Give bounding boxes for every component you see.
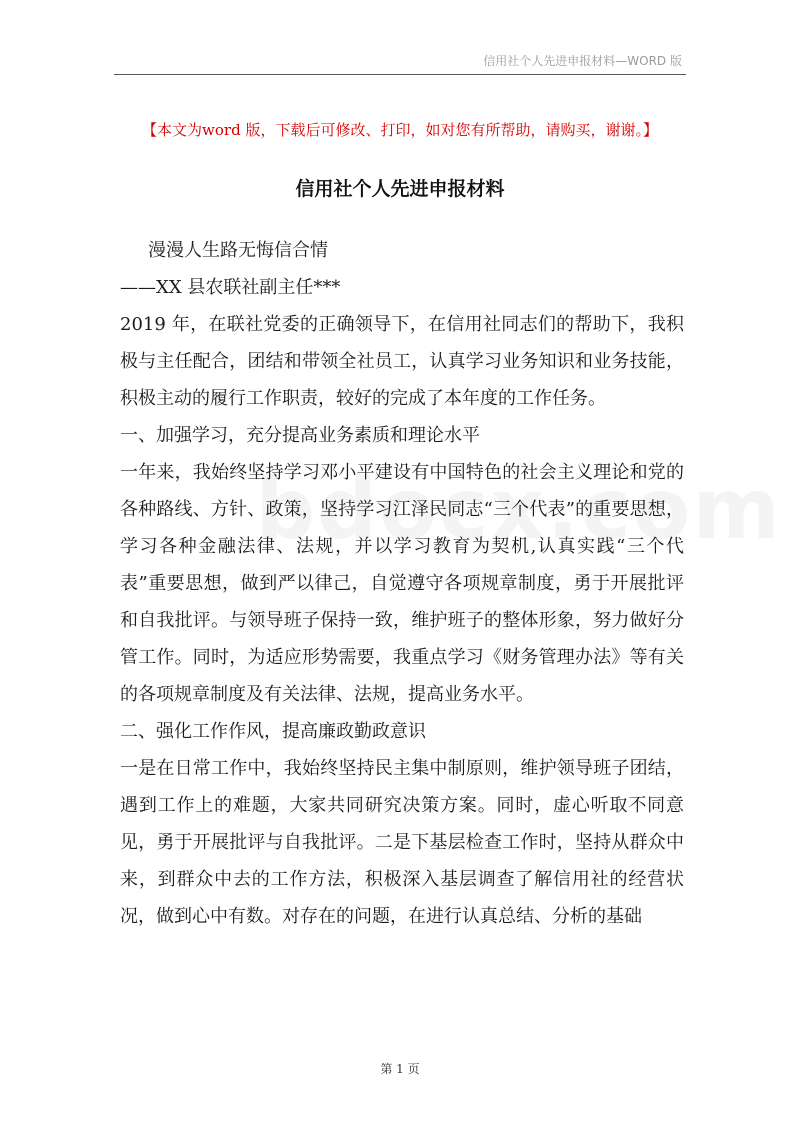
header-rule bbox=[114, 74, 686, 75]
subtitle: 漫漫人生路无悔信合情 bbox=[148, 240, 328, 261]
document-title: 信用社个人先进申报材料 bbox=[295, 178, 505, 200]
document-body bbox=[120, 232, 684, 935]
page-number: 第 1 页 bbox=[380, 1062, 420, 1076]
section-heading-2: 二、强化工作作风，提高廉政勤政意识 bbox=[120, 721, 426, 742]
paragraph-section-1: 一年来，我始终坚持学习邓小平建设有中国特色的社会主义理论和党的各种路线、方针、政策，坚持学习江泽民同志“三个代表”的重要思想，学习各种金融法律、法规，并以学习教育为契机,认真实践“三个代表”重要思想，做到严以律己，自觉遵守各项规章制度，勇于开展批评和自我批评。与领导班子保持一致，维护班子的整体形象，努力做好分管工作。同时，为适应形势需要，我重点学习《财务管理办法》等有关的各项规章制度及有关法律、法规，提高业务水平。 bbox=[120, 462, 684, 705]
paragraph-section-2: 一是在日常工作中，我始终坚持民主集中制原则，维护领导班子团结，遇到工作上的难题，大家共同研究决策方案。同时，虚心听取不同意见，勇于开展批评与自我批评。二是下基层检查工作时，坚持从群众中来，到群众中去的工作方法，积极深入基层调查了解信用社的经营状况，做到心中有数。对存在的问题，在进行认真总结、分析的基础 bbox=[120, 758, 684, 927]
author-line: ——XX 县农联社副主任*** bbox=[120, 277, 341, 298]
download-notice: 【本文为word 版，下载后可修改、打印，如对您有所帮助，请购买，谢谢。】 bbox=[142, 121, 658, 139]
section-heading-1: 一、加强学习，充分提高业务素质和理论水平 bbox=[120, 425, 480, 446]
paragraph-intro: 2019 年，在联社党委的正确领导下，在信用社同志们的帮助下，我积极与主任配合，团结和带领全社员工，认真学习业务知识和业务技能，积极主动的履行工作职责，较好的完成了本年度的工作任务。 bbox=[120, 314, 684, 409]
header-running-title: 信用社个人先进申报材料—WORD 版 bbox=[483, 54, 682, 68]
